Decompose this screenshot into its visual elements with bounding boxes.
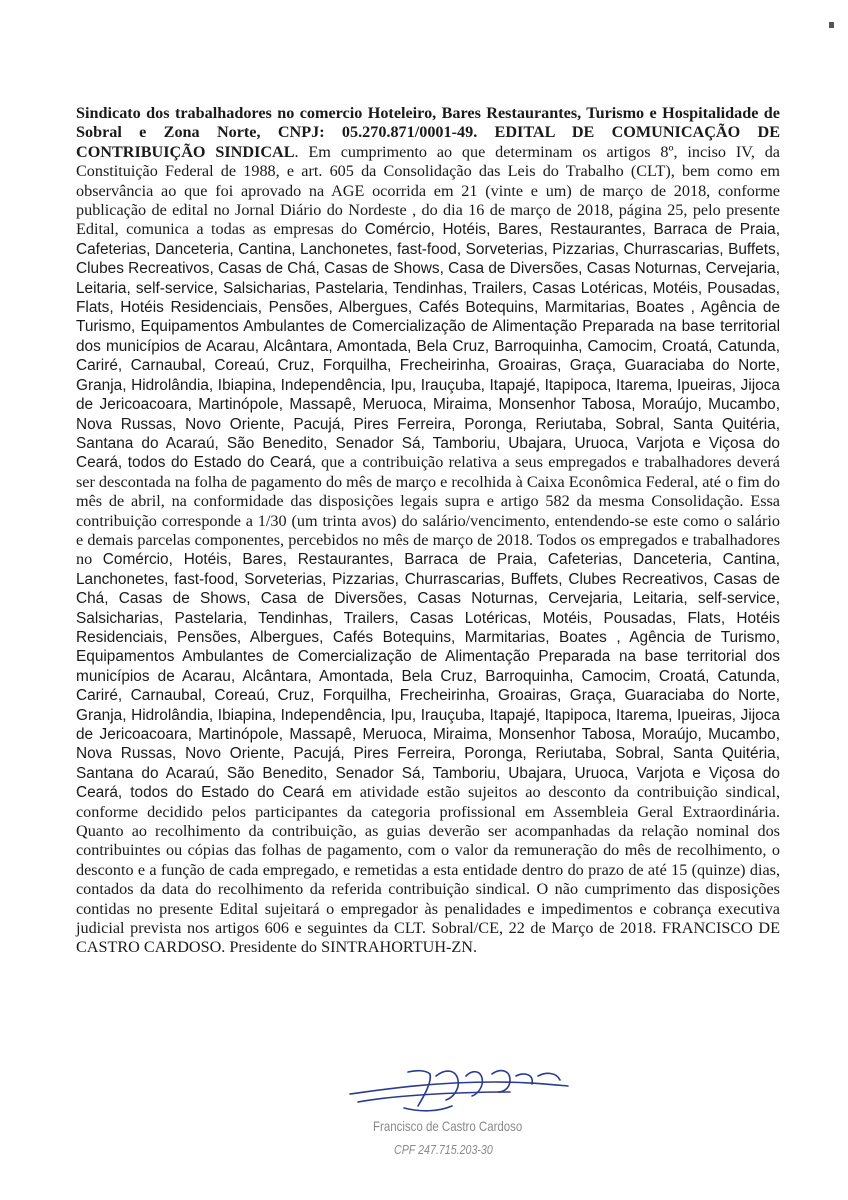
closing-text: em atividade estão sujeitos ao desconto da contribuição sindical, conforme decidido pelos participantes da categoria profissional em Assembleia Geral Extraordinária. Quanto ao recolhimento da contribuição, as guias deverão ser acompanhadas da relação nominal dos contribuintes ou cópias das folhas de pagamento, com o valor da remuneração do mês de recolhimento, o desconto e a função de cada empregado, e remetidas a esta entidade dentro do prazo de até 15 (quinze) dias, contados da data do recolhimento da referida contribuição sindical. O não cumprimento das disposições contidas no presente Edital sujeitará o empregador às penalidades e impedimentos e cobrança executiva judicial prevista nos artigos 606 e seguintes da CLT. Sobral/CE, 22 de Março de 2018. FRANCISCO DE CASTRO CARDOSO. Presidente do SINTRAHORTUH-ZN. <box>76 783 781 957</box>
handwritten-signature <box>320 1046 580 1126</box>
stamp-cpf: CPF 247.715.203-30 <box>394 1142 493 1157</box>
business-list-1: Comércio, Hotéis, Bares, Restaurantes, Barraca de Praia, Cafeterias, Danceteria, Cantina, Lanchonetes, fast-food, Sorveterias, Pizzarias, Churrascarias, Buffets, Clubes Recreativos, Casas de Chá, Casas de Shows, Casa de Diversões, Casas Noturnas, Cervejaria, Leitaria, self-service, Salsicharias, Pastelaria, Tendinhas, Trailers, Casas Lotéricas, Motéis, Pousadas, Flats, Hotéis Residenciais, Pensões, Albergues, Cafés Botequins, Marmitarias, Boates , Agência de Turismo, Equipamentos Ambulantes de Comercialização de Alimentação Preparada na base territorial dos municípios de Acarau, Alcântara, Amontada, Bela Cruz, Barroquinha, Camocim, Croatá, Catunda, Cariré, Carnaubal, Coreaú, Cruz, Forquilha, Frecheirinha, Groairas, Graça, Guaraciaba do Norte, Granja, Hidrolândia, Ibiapina, Independência, Ipu, Irauçuba, Itapajé, Itapipoca, Itarema, Ipueiras, Jijoca de Jericoacoara, Martinópole, Massapê, Meruoca, Miraima, Monsenhor Tabosa, Moraújo, Mucambo, Nova Russas, Novo Oriente, Pacujá, Pires Ferreira, Poronga, Reriutaba, Sobral, Santa Quitéria, Santana do Acaraú, São Benedito, Senador Sá, Tamboriu, Ubajara, Uruoca, Varjota e Viçosa do Ceará, todos do Estado do Ceará <box>76 221 781 472</box>
signature-area <box>320 1046 580 1196</box>
intro-text: . Em cumprimento ao que determinam os artigos 8º, inciso IV, da Constituição Federal de 1988, e art. 605 da Consolidação das Leis do Trabalho (CLT), bem como em observância ao que foi aprovado na AGE ocorrida em 21 (vinte e um) de março de 2018, conforme publicação de edital no Jornal Diário do Nordeste , do dia 16 de março de 2018, página 25, pelo presente Edital, comunica a todas as empresas do <box>76 142 780 239</box>
business-list-2: Comércio, Hotéis, Bares, Restaurantes, Barraca de Praia, Cafeterias, Danceteria, Cantina, Lanchonetes, fast-food, Sorveterias, Pizzarias, Churrascarias, Buffets, Clubes Recreativos, Casas de Chá, Casas de Shows, Casa de Diversões, Casas Noturnas, Cervejaria, Leitaria, self-service, Salsicharias, Pastelaria, Tendinhas, Trailers, Casas Lotéricas, Motéis, Pousadas, Flats, Hotéis Residenciais, Pensões, Albergues, Cafés Botequins, Marmitarias, Boates , Agência de Turismo, Equipamentos Ambulantes de Comercialização de Alimentação Preparada na base territorial dos municípios de Acarau, Alcântara, Amontada, Bela Cruz, Barroquinha, Camocim, Croatá, Catunda, Cariré, Carnaubal, Coreaú, Cruz, Forquilha, Frecheirinha, Groairas, Graça, Guaraciaba do Norte, Granja, Hidrolândia, Ibiapina, Independência, Ipu, Irauçuba, Itapajé, Itapipoca, Itarema, Ipueiras, Jijoca de Jericoacoara, Martinópole, Massapê, Meruoca, Miraima, Monsenhor Tabosa, Moraújo, Mucambo, Nova Russas, Novo Oriente, Pacujá, Pires Ferreira, Poronga, Reriutaba, Sobral, Santa Quitéria, Santana do Acaraú, São Benedito, Senador Sá, Tamboriu, Ubajara, Uruoca, Varjota e Viçosa do Ceará, todos do Estado do Ceará <box>76 551 780 802</box>
edital-paragraph <box>76 104 780 958</box>
scan-mark <box>829 22 834 28</box>
stamp-name: Francisco de Castro Cardoso <box>373 1118 523 1134</box>
contribution-text: , que a contribuição relativa a seus empregados e trabalhadores deverá ser descontada na folha de pagamento do mês de março e recolhida à Caixa Econômica Federal, até o fim do mês de abril, na conformidade das disposições legais supra e artigo 582 da mesma Consolidação. Essa contribuição corresponde a 1/30 (um trinta avos) do salário/vencimento, entendendo-se este como o salário e demais parcelas componentes, percebidos no mês de março de 2018. Todos os empregados e trabalhadores no <box>76 453 780 569</box>
document-heading: Sindicato dos trabalhadores no comercio Hoteleiro, Bares Restaurantes, Turismo e Hospitalidade de Sobral e Zona Norte, CNPJ: 05.270.871/0001-49. EDITAL DE COMUNICAÇÃO DE CONTRIBUIÇÃO SINDICAL <box>76 104 780 161</box>
edital-text <box>76 104 780 958</box>
